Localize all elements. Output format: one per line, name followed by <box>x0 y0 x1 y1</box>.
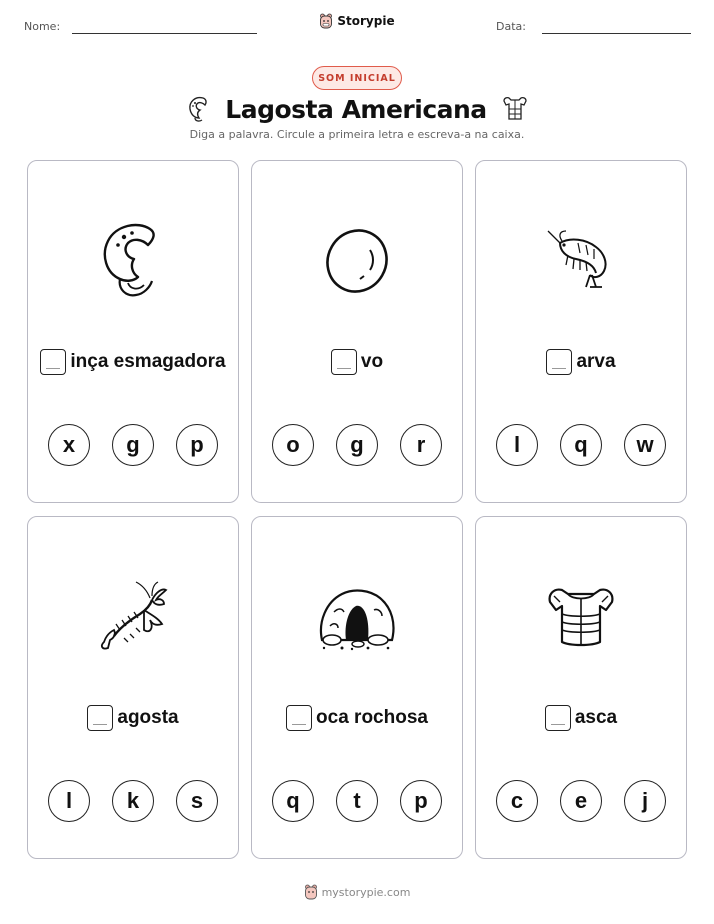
word-rest: inça esmagadora <box>70 351 226 372</box>
letter-option[interactable]: w <box>624 424 666 466</box>
letter-options <box>252 780 462 822</box>
word-row <box>28 705 238 731</box>
answer-box[interactable] <box>545 705 571 731</box>
letter-options <box>28 424 238 466</box>
title-row <box>0 91 714 127</box>
letter-option[interactable]: q <box>272 780 314 822</box>
word-rest: agosta <box>117 707 179 728</box>
category-badge: SOM INICIAL <box>312 66 402 90</box>
letter-option[interactable]: g <box>112 424 154 466</box>
date-label: Data: <box>496 20 526 33</box>
letter-option[interactable]: p <box>176 424 218 466</box>
answer-box[interactable] <box>87 705 113 731</box>
letter-options <box>28 780 238 822</box>
letter-option[interactable]: p <box>400 780 442 822</box>
letter-option[interactable]: c <box>496 780 538 822</box>
cave-icon <box>312 582 402 652</box>
answer-box[interactable] <box>286 705 312 731</box>
answer-box[interactable] <box>40 349 66 375</box>
claw-icon <box>98 219 168 303</box>
letter-option[interactable]: j <box>624 780 666 822</box>
page-title: Lagosta Americana <box>225 94 487 124</box>
letter-option[interactable]: o <box>272 424 314 466</box>
exercise-card <box>475 160 687 503</box>
armor-icon <box>546 584 616 650</box>
word-rest: asca <box>574 707 618 728</box>
exercise-card <box>251 160 463 503</box>
letter-option[interactable]: q <box>560 424 602 466</box>
letter-options <box>476 780 686 822</box>
brand-logo <box>0 13 714 29</box>
word-row <box>28 349 238 375</box>
name-line[interactable] <box>72 33 257 34</box>
storypie-mascot-icon <box>319 13 333 29</box>
letter-option[interactable]: k <box>112 780 154 822</box>
exercise-card <box>27 160 239 503</box>
word-rest: oca rochosa <box>316 707 428 728</box>
letter-option[interactable]: r <box>400 424 442 466</box>
letter-option[interactable]: x <box>48 424 90 466</box>
letter-option[interactable]: g <box>336 424 378 466</box>
word-row <box>252 349 462 375</box>
instructions: Diga a palavra. Circule a primeira letra e escreva-a na caixa. <box>189 128 525 141</box>
answer-box[interactable] <box>331 349 357 375</box>
egg-icon <box>322 226 392 296</box>
word-rest: vo <box>360 351 384 372</box>
letter-options <box>252 424 462 466</box>
word-row <box>252 705 462 731</box>
shrimp-icon <box>546 229 616 293</box>
word-rest: arva <box>576 351 616 372</box>
answer-box[interactable] <box>546 349 572 375</box>
storypie-mascot-icon <box>304 884 318 900</box>
claw-icon <box>185 94 211 124</box>
letter-option[interactable]: s <box>176 780 218 822</box>
lobster-icon <box>96 580 170 654</box>
exercise-card <box>251 516 463 859</box>
letter-option[interactable]: l <box>48 780 90 822</box>
letter-option[interactable]: l <box>496 424 538 466</box>
word-row <box>476 705 686 731</box>
footer <box>0 884 714 900</box>
letter-options <box>476 424 686 466</box>
letter-option[interactable]: e <box>560 780 602 822</box>
letter-option[interactable]: t <box>336 780 378 822</box>
date-line[interactable] <box>542 33 691 34</box>
footer-url: mystorypie.com <box>321 885 411 899</box>
name-label: Nome: <box>24 20 61 33</box>
armor-icon <box>501 95 529 123</box>
exercise-card <box>475 516 687 859</box>
word-row <box>476 349 686 375</box>
brand-name: Storypie <box>337 14 395 28</box>
exercise-card <box>27 516 239 859</box>
